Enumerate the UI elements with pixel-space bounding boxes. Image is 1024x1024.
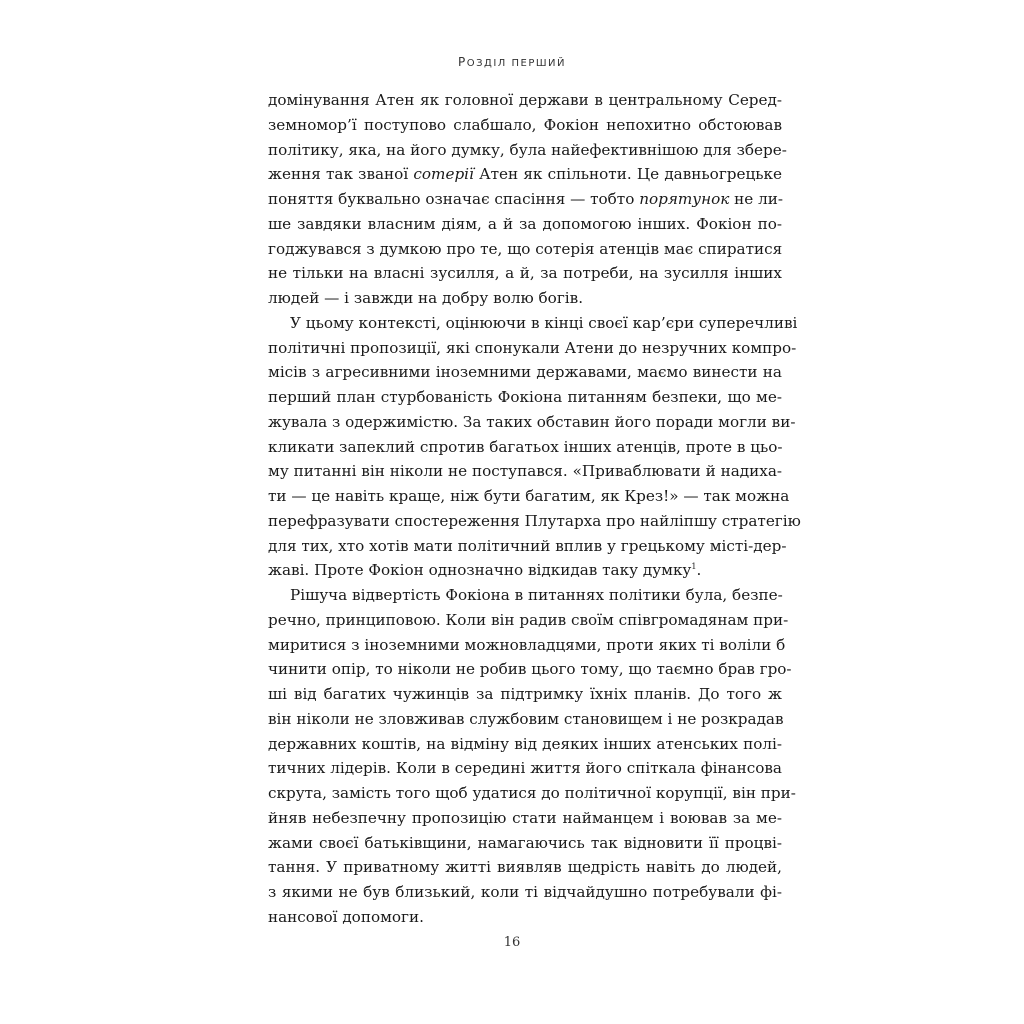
text-line: людей — і завжди на добру волю богів. [268, 289, 584, 307]
italic-term: порятунок [639, 190, 730, 208]
text-line: йняв небезпечну пропозицію стати найманцем і воював за ме- [268, 808, 782, 827]
footnote-ref[interactable]: 1 [691, 562, 697, 572]
text-line: нансової допомоги. [268, 907, 424, 926]
text-line: речно, принциповою. Коли він радив своїм співгромадянам при- [268, 610, 789, 629]
text-line: ження так званої сотерії Атен як спільноти. Це давньогрецьке [268, 165, 782, 184]
text-line: домінування Атен як головної держави в центральному Серед- [268, 91, 782, 109]
text-line: Рішуча відвертість Фокіона в питаннях політики була, безпе- [290, 586, 783, 604]
text-line: му питанні він ніколи не поступався. «Приваблювати й надиха- [268, 462, 782, 481]
text-line: тання. У приватному житті виявляв щедрість навіть до людей, [268, 858, 782, 877]
text-line: У цьому контексті, оцінюючи в кінці своєї кар’єри суперечливі [290, 313, 798, 332]
paragraph [268, 88, 787, 311]
text-line: перефразувати спостереження Плутарха про найліпшу стратегію [268, 511, 801, 530]
text-line: з якими не був близький, коли ті відчайдушно потребували фі- [268, 883, 782, 901]
text-line: скрута, замість того щоб удатися до політичної корупції, він при- [268, 784, 796, 802]
text-line: ші від багатих чужинців за підтримку їхніх планів. До того ж [268, 685, 782, 703]
text-line: перший план стурбованість Фокіона питанням безпеки, що ме- [268, 388, 782, 406]
text-line: місів з агресивними іноземними державами, маємо винести на [268, 363, 782, 382]
text-line: тичних лідерів. Коли в середині життя його спіткала фінансова [268, 759, 782, 778]
text-line: жами своєї батьківщини, намагаючись так відновити її процві- [268, 833, 782, 852]
text-line: годжувався з думкою про те, що сотерія атенців має спиратися [268, 239, 783, 258]
text-line: чинити опір, то ніколи не робив цього тому, що таємно брав гро- [268, 660, 792, 679]
page-number: 16 [503, 935, 521, 950]
italic-term: сотерії [413, 165, 474, 184]
paragraph [268, 311, 801, 583]
text-line: жаві. Проте Фокіон однозначно відкидав таку думку$^1$. [268, 561, 702, 580]
text-line: для тих, хто хотів мати політичний вплив у грецькому місті-дер- [268, 536, 787, 555]
text-line: земномор’ї поступово слабшало, Фокіон непохитно обстоював [268, 115, 782, 134]
text-line: поняття буквально означає спасіння — тобто порятунок не ли- [268, 190, 783, 208]
text-line: ти — це навіть краще, ніж бути багатим, як Крез!» — так можна [268, 487, 790, 505]
text-line: він ніколи не зловживав службовим становищем і не розкрадав [268, 709, 784, 728]
text-line: політику, яка, на його думку, була найефективнішою для збере- [268, 140, 787, 159]
text-line: державних коштів, на відміну від деяких інших атенських полі- [268, 734, 782, 753]
text-line: кликати запеклий спротив багатьох інших атенців, проте в цьо- [268, 437, 783, 456]
text-line: жувала з одержимістю. За таких обставин його поради могли ви- [268, 412, 796, 431]
text-line: ше завдяки власним діям, а й за допомогою інших. Фокіон по- [268, 214, 782, 233]
text-line: не тільки на власні зусилля, а й, за потреби, на зусилля інших [268, 264, 782, 283]
text-line: політичні пропозиції, які спонукали Атени до незручних компро- [268, 338, 797, 357]
body-text [268, 88, 801, 930]
running-head: РОЗДІЛ ПЕРШИЙ [457, 55, 566, 69]
paragraph [268, 583, 796, 930]
text-line: миритися з іноземними можновладцями, проти яких ті воліли б [268, 635, 786, 654]
